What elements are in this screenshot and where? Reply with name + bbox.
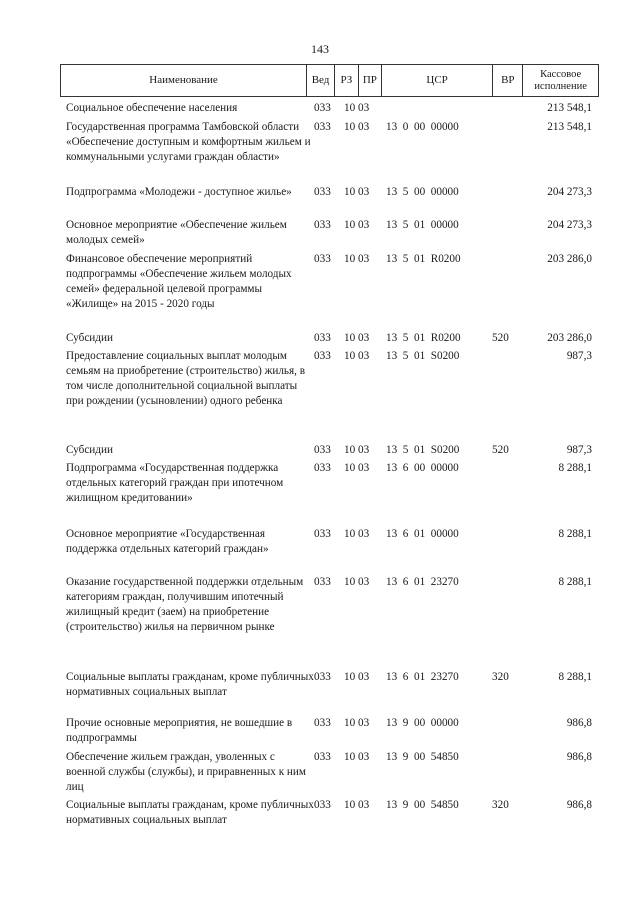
row-csr: 13 5 01 R0200 [386,332,461,344]
row-rzpr: 10 03 [344,332,370,344]
row-rzpr: 10 03 [344,671,370,683]
row-exec: 204 273,3 [547,186,592,198]
row-name: Основное мероприятие «Государственная поддержка отдельных категорий граждан» [66,528,269,555]
row-exec: 8 288,1 [558,671,592,683]
row-ved: 033 [314,528,331,540]
row-rzpr: 10 03 [344,121,370,133]
row-vr: 320 [492,799,509,811]
row-name: Подпрограмма «Молодежи - доступное жилье» [66,186,292,198]
row-exec: 986,8 [566,799,592,811]
header-ved: Вед [307,65,335,96]
row-name: Подпрограмма «Государственная поддержка отдельных категорий граждан при ипотечном жилищном кредитовании» [66,462,284,504]
row-csr: 13 6 01 00000 [386,528,459,540]
row-csr: 13 6 01 23270 [386,576,459,588]
row-exec: 8 288,1 [558,462,592,474]
row-csr: 13 9 00 54850 [386,799,459,811]
header-exec: Кассовое исполнение [534,69,587,92]
row-rzpr: 10 03 [344,462,370,474]
row-ved: 033 [314,717,331,729]
row-rzpr: 10 03 [344,102,370,114]
row-name: Обеспечение жильем граждан, уволенных с военной службы (службы), и приравненных к ним лиц [66,751,306,793]
row-csr: 13 5 00 00000 [386,186,459,198]
row-name: Субсидии [66,332,113,344]
row-exec: 8 288,1 [558,528,592,540]
row-exec: 8 288,1 [558,576,592,588]
row-ved: 033 [314,671,331,683]
row-name: Прочие основные мероприятия, не вошедшие в подпрограммы [66,717,293,744]
row-ved: 033 [314,121,331,133]
row-ved: 033 [314,186,331,198]
row-ved: 033 [314,444,331,456]
row-exec: 213 548,1 [547,102,592,114]
row-ved: 033 [314,102,331,114]
row-rzpr: 10 03 [344,186,370,198]
row-ved: 033 [314,350,331,362]
row-ved: 033 [314,576,331,588]
row-csr: 13 5 01 R0200 [386,253,461,265]
row-exec: 986,8 [566,751,592,763]
row-ved: 033 [314,253,331,265]
row-exec: 204 273,3 [547,219,592,231]
row-vr: 320 [492,671,509,683]
row-rzpr: 10 03 [344,717,370,729]
header-rz: РЗ [335,65,359,96]
header-csr: ЦСР [382,65,494,96]
row-name: Социальное обеспечение населения [66,102,238,114]
row-rzpr: 10 03 [344,219,370,231]
row-exec: 987,3 [566,350,592,362]
row-exec: 213 548,1 [547,121,592,133]
row-csr: 13 5 01 S0200 [386,350,460,362]
row-name: Государственная программа Тамбовской области «Обеспечение доступным и комфортным жильем и коммунальными услугами граждан области» [66,121,311,163]
row-csr: 13 6 00 00000 [386,462,459,474]
row-exec: 986,8 [566,717,592,729]
row-rzpr: 10 03 [344,799,370,811]
row-rzpr: 10 03 [344,253,370,265]
row-csr: 13 9 00 54850 [386,751,459,763]
row-name: Субсидии [66,444,113,456]
row-name: Социальные выплаты гражданам, кроме публичных нормативных социальных выплат [66,671,314,698]
header-name: Наименование [61,65,307,96]
row-rzpr: 10 03 [344,751,370,763]
row-name: Финансовое обеспечение мероприятий подпрограммы «Обеспечение жильем молодых семей» федеральной целевой программы «Жилище» на 2015 - 2020 годы [66,253,292,310]
row-exec: 203 286,0 [547,332,592,344]
row-csr: 13 0 00 00000 [386,121,459,133]
row-ved: 033 [314,799,331,811]
row-exec: 987,3 [566,444,592,456]
row-name: Социальные выплаты гражданам, кроме публичных нормативных социальных выплат [66,799,314,826]
row-ved: 033 [314,332,331,344]
row-name: Основное мероприятие «Обеспечение жильем молодых семей» [66,219,287,246]
row-exec: 203 286,0 [547,253,592,265]
row-ved: 033 [314,462,331,474]
row-vr: 520 [492,444,509,456]
row-ved: 033 [314,751,331,763]
row-rzpr: 10 03 [344,350,370,362]
row-rzpr: 10 03 [344,528,370,540]
row-ved: 033 [314,219,331,231]
row-vr: 520 [492,332,509,344]
row-rzpr: 10 03 [344,576,370,588]
row-csr: 13 5 01 S0200 [386,444,460,456]
header-vr: ВР [493,65,523,96]
row-csr: 13 6 01 23270 [386,671,459,683]
page-number: 143 [311,42,329,56]
row-rzpr: 10 03 [344,444,370,456]
row-name: Предоставление социальных выплат молодым семьям на приобретение (строительство) жилья, в том числе дополнительной социальной выплаты при рождении (усыновлении) одного ребенка [66,350,306,407]
row-csr: 13 9 00 00000 [386,717,459,729]
row-csr: 13 5 01 00000 [386,219,459,231]
row-name: Оказание государственной поддержки отдельным категориям граждан, получившим ипотечный жилищный кредит (заем) на приобретение (строительство) жилья на первичном рынке [66,576,304,633]
header-pr: ПР [359,65,382,96]
